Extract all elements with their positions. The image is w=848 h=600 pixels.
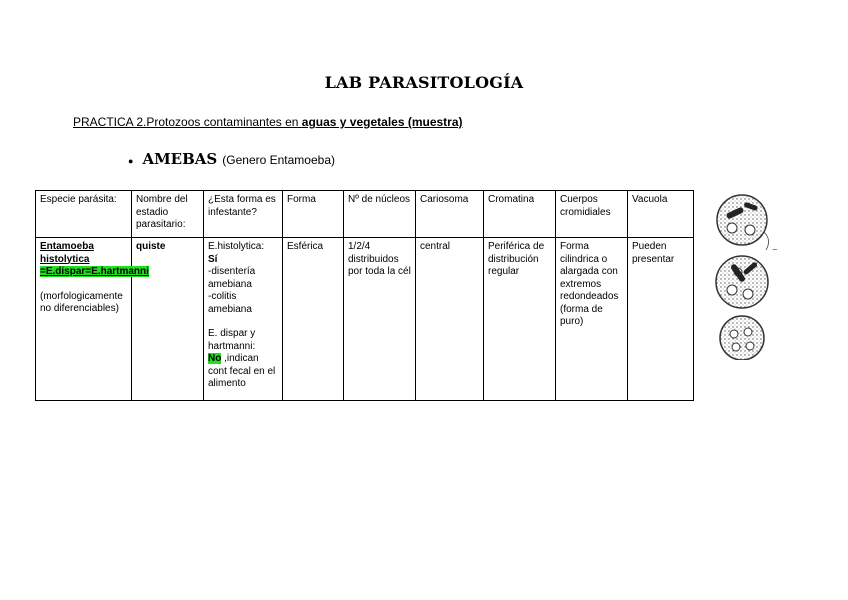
- header-cell: Cariosoma: [416, 191, 484, 238]
- practica-prefix: PRACTICA 2.Protozoos contaminantes en: [73, 115, 302, 129]
- practica-bold: aguas y vegetales (muestra): [301, 115, 463, 129]
- infestante-cell: [204, 238, 283, 401]
- table-row: [36, 238, 694, 401]
- cyst-2-icon: [716, 256, 768, 308]
- bullet-icon: ●: [128, 156, 134, 166]
- nucleos-cell: 1/2/4 distribuidos por toda la cél: [344, 238, 416, 401]
- practica-heading: [73, 115, 463, 129]
- amebas-heading: [128, 150, 335, 168]
- cyst-3-icon: [720, 316, 764, 360]
- header-cell: Nº de núcleos: [344, 191, 416, 238]
- infestante-rest2: ,indican cont fecal en el alimento: [208, 353, 276, 389]
- cromidiales-cell: Forma cilindrica o alargada con extremos redondeados (forma de puro): [556, 238, 628, 401]
- species-cell: [36, 238, 149, 401]
- section-subtitle: (Genero Entamoeba): [222, 153, 335, 167]
- header-cell: Cromatina: [484, 191, 556, 238]
- header-cell: Nombre del estadio parasitario:: [132, 191, 204, 238]
- header-cell: Cuerpos cromidiales: [556, 191, 628, 238]
- infestante-item1: -disentería amebiana: [208, 266, 256, 290]
- infestante-line2: E. dispar y hartmanni:: [208, 328, 256, 352]
- infestante-answer2: No: [208, 353, 222, 364]
- infestante-line1: E.histolytica:: [208, 241, 265, 252]
- species-name: Entamoeba histolytica: [40, 241, 94, 265]
- parasite-table: [35, 190, 694, 401]
- forma-cell: Esférica: [283, 238, 344, 401]
- species-note: (morfologicamente no diferenciables): [40, 290, 123, 314]
- cyst-1-icon: [717, 195, 767, 245]
- vacuola-cell: Pueden presentar: [628, 238, 694, 401]
- cyst-illustrations: [712, 190, 782, 360]
- page-title: LAB PARASITOLOGÍA: [324, 73, 524, 92]
- infestante-answer1: Sí: [208, 253, 218, 265]
- section-title: AMEBAS: [142, 150, 218, 168]
- cromatina-cell: Periférica de distribución regular: [484, 238, 556, 401]
- header-cell: ¿Esta forma es infestante?: [204, 191, 283, 238]
- infestante-item2: -colitis amebiana: [208, 291, 252, 315]
- cariosoma-cell: central: [416, 238, 484, 401]
- table-header-row: [36, 191, 694, 238]
- svg-text:~: ~: [772, 246, 778, 254]
- header-cell: Especie parásita:: [36, 191, 132, 238]
- header-cell: Forma: [283, 191, 344, 238]
- species-synonyms: =E.dispar=E.hartmanni: [40, 266, 149, 277]
- stage-value: quiste: [136, 241, 166, 252]
- stage-cell: [132, 238, 204, 401]
- header-cell: Vacuola: [628, 191, 694, 238]
